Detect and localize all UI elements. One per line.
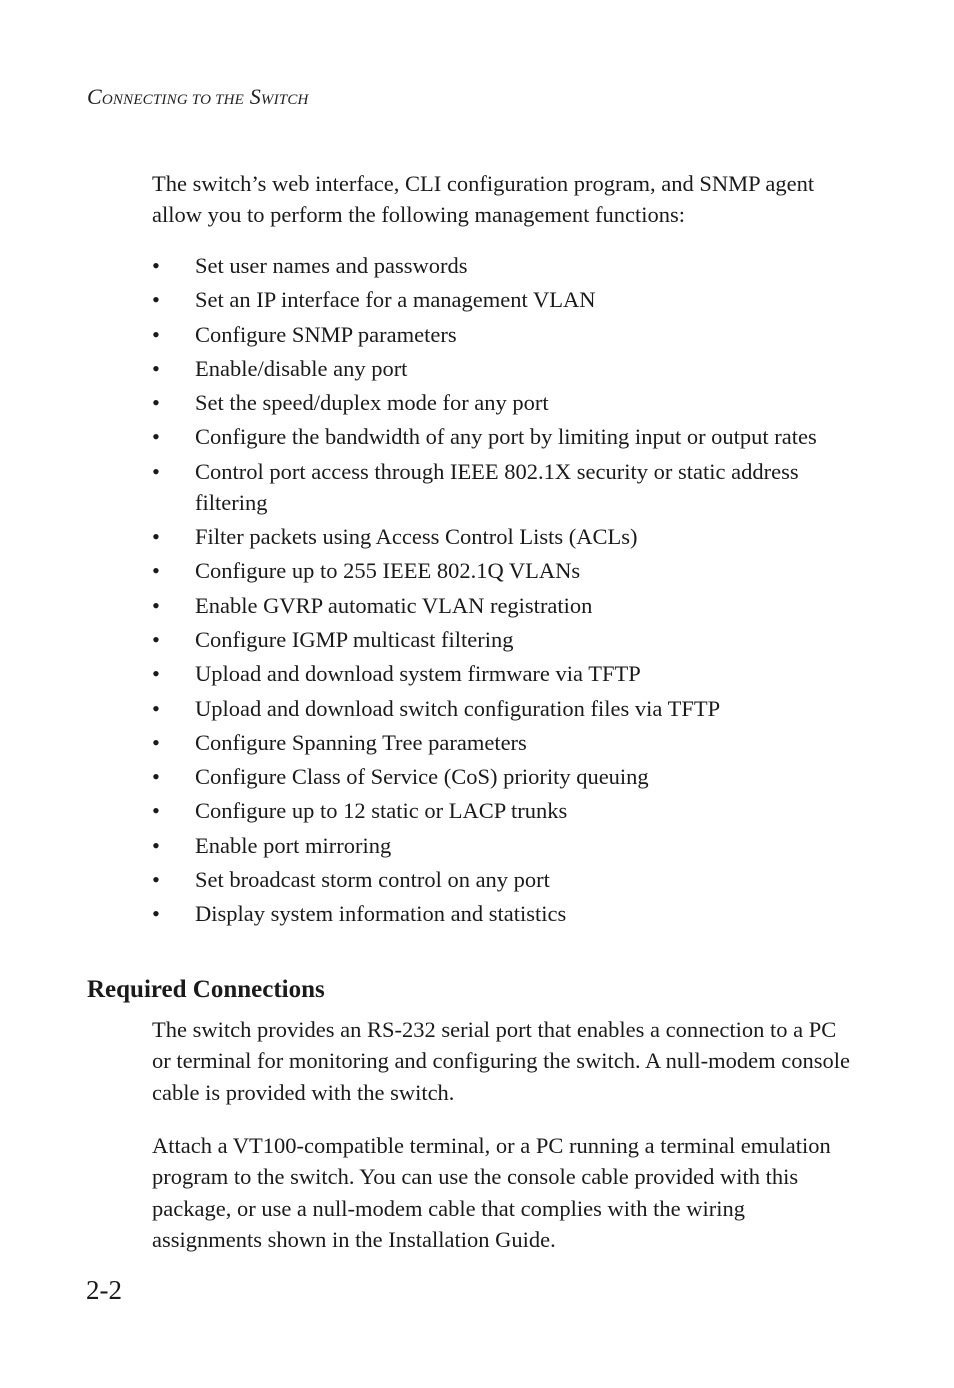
running-header [87,84,309,110]
list-item [152,387,872,418]
bullet-glyph: • [152,867,160,893]
bullet-glyph: • [152,524,160,550]
bullet-glyph: • [152,661,160,687]
list-item-text: Control port access through IEEE 802.1X security or static address filtering [195,458,799,515]
bullet-glyph: • [152,798,160,824]
list-item-text: Configure SNMP parameters [195,321,457,347]
list-item-text: Set user names and passwords [195,253,468,278]
list-item-text: Upload and download switch configuration files via TFTP [195,695,721,721]
list-item [152,555,872,586]
list-item-text: Upload and download system firmware via TFTP [195,661,641,687]
list-item [152,319,872,350]
list-item-text: Filter packets using Access Control Lists (ACLs) [195,524,638,550]
list-item-text: Configure Class of Service (CoS) priority queuing [195,764,649,790]
list-item-text: Enable/disable any port [195,355,408,381]
list-item [152,590,872,621]
list-item-text: Set the speed/duplex mode for any port [195,390,549,416]
page-number: 2-2 [86,1275,122,1305]
list-item-text: Configure Spanning Tree parameters [195,729,527,755]
list-item [152,795,872,826]
list-item [152,250,872,281]
intro-paragraph: The switch’s web interface, CLI configuration program, and SNMP agent allow you to perform the following management functions: [152,171,815,227]
section-heading: Required Connections [87,976,325,1003]
list-item [152,284,872,315]
bullet-glyph: • [152,253,160,278]
list-item [152,421,872,452]
list-item [152,864,872,895]
list-item-text: Configure up to 255 IEEE 802.1Q VLANs [195,558,581,584]
list-item-text: Configure IGMP multicast filtering [195,626,514,652]
list-item-text: Set broadcast storm control on any port [195,867,550,893]
header-initial-c: C [87,84,102,109]
list-item [152,830,872,861]
bullet-glyph: • [152,626,160,652]
list-item [152,693,872,724]
bullet-glyph: • [152,832,160,858]
list-item [152,761,872,792]
list-item [152,456,872,518]
bullet-glyph: • [152,424,160,450]
bullet-glyph: • [152,764,160,790]
bullet-glyph: • [152,558,160,584]
management-functions-list [152,250,872,933]
list-item [152,521,872,552]
header-small-caps-1: ONNECTING TO THE [101,92,245,108]
list-item-text: Set an IP interface for a management VLAN [195,287,596,313]
list-item-text: Display system information and statistics [195,901,567,927]
bullet-glyph: • [152,287,160,313]
list-item-text: Configure up to 12 static or LACP trunks [195,798,568,824]
list-item [152,658,872,689]
header-small-caps-2: WITCH [260,92,309,108]
bullet-glyph: • [152,729,160,755]
bullet-glyph: • [152,901,160,927]
bullet-glyph: • [152,458,160,484]
list-item-text: Enable port mirroring [195,832,392,858]
list-item [152,624,872,655]
list-item-text: Enable GVRP automatic VLAN registration [195,592,593,618]
list-item-text: Configure the bandwidth of any port by limiting input or output rates [195,424,817,450]
list-item [152,898,872,929]
list-item [152,353,872,384]
bullet-glyph: • [152,390,160,416]
connections-paragraph-2: Attach a VT100-compatible terminal, or a PC running a terminal emulation program to the switch. You can use the console cable provided with this package, or use a null-modem cable that complies with the wiring assignments shown in the Installation Guide. [152,1133,831,1252]
bullet-glyph: • [152,355,160,381]
bullet-glyph: • [152,321,160,347]
header-initial-s: S [249,84,261,109]
connections-paragraph-1: The switch provides an RS-232 serial port that enables a connection to a PC or terminal for monitoring and configuring the switch. A null-modem console cable is provided with the switch. [152,1017,850,1105]
bullet-glyph: • [152,695,160,721]
list-item [152,727,872,758]
bullet-glyph: • [152,592,160,618]
